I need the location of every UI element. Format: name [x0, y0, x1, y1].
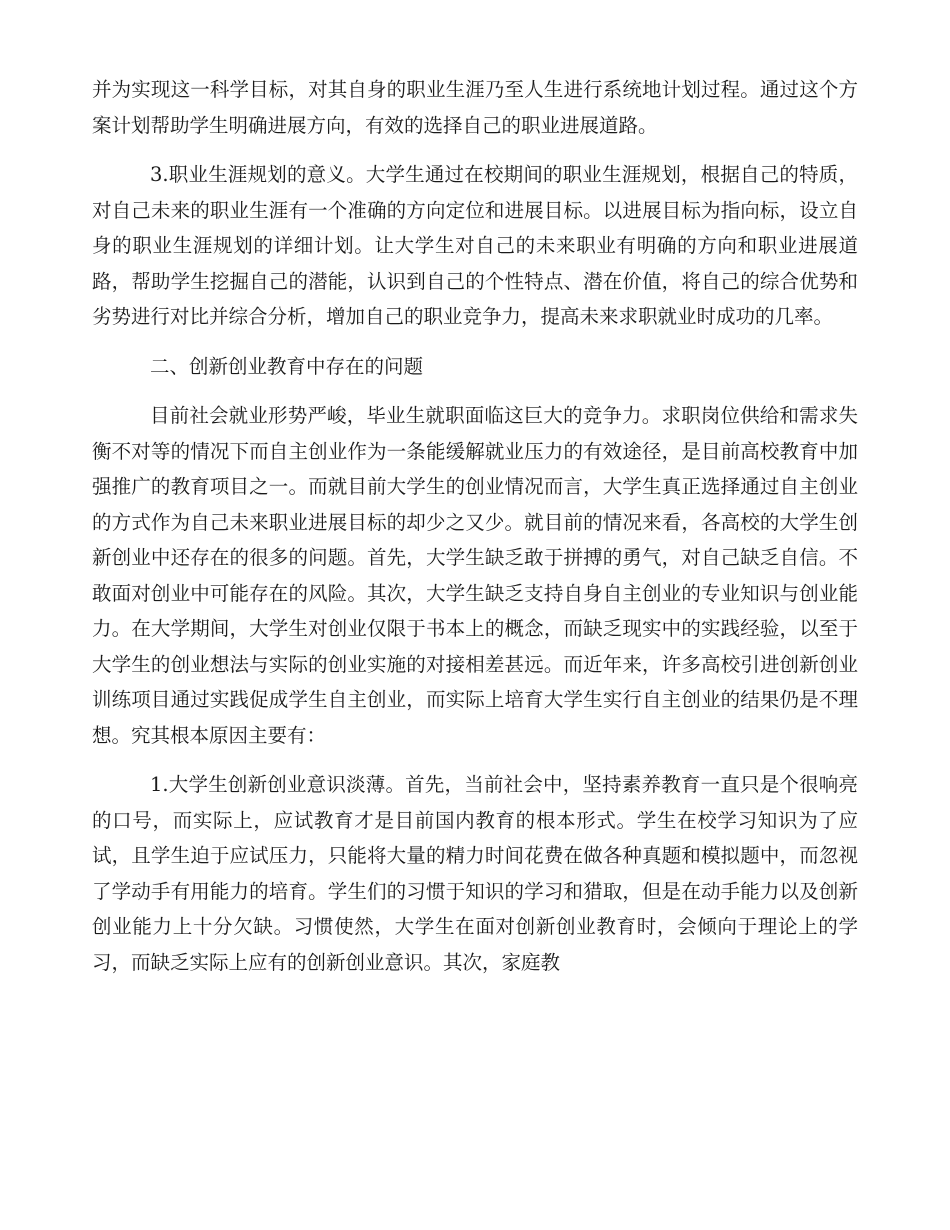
document-page: [92, 72, 858, 994]
paragraph-employment-situation: 目前社会就业形势严峻，毕业生就职面临这巨大的竞争力。求职岗位供给和需求失衡不对等的情况下而自主创业作为一条能缓解就业压力的有效途径，是目前高校教育中加强推广的教育项目之一。而就目前大学生的创业情况而言，大学生真正选择通过自主创业的方式作为自己未来职业进展目标的却少之又少。就目前的情况来看，各高校的大学生创新创业中还存在的很多的问题。首先，大学生缺乏敢于拼搏的勇气，对自己缺乏自信。不敢面对创业中可能存在的风险。其次，大学生缺乏支持自身自主创业的专业知识与创业能力。在大学期间，大学生对创业仅限于书本上的概念，而缺乏现实中的实践经验，以至于大学生的创业想法与实际的创业实施的对接相差甚远。而近年来，许多高校引进创新创业训练项目通过实践促成学生自主创业，而实际上培育大学生实行自主创业的结果仍是不理想。究其根本原因主要有：: [92, 404, 858, 747]
paragraph-weak-awareness: 1.大学生创新创业意识淡薄。首先，当前社会中，坚持素养教育一直只是个很响亮的口号，而实际上，应试教育才是目前国内教育的根本形式。学生在校学习知识为了应试，且学生迫于应试压力，只能将大量的精力时间花费在做各种真题和模拟题中，而忽视了学动手有用能力的培育。学生们的习惯于知识的学习和猎取，但是在动手能力以及创新创业能力上十分欠缺。习惯使然，大学生在面对创新创业教育时，会倾向于理论上的学习，而缺乏实际上应有的创新创业意识。其次，家庭教: [92, 773, 858, 974]
section-heading-problems: 二、创新创业教育中存在的问题: [150, 354, 424, 378]
paragraph-career-planning-meaning: 3.职业生涯规划的意义。大学生通过在校期间的职业生涯规划，根据自己的特质，对自己未来的职业生涯有一个准确的方向定位和进展目标。以进展目标为指向标，设立自身的职业生涯规划的详细计划。让大学生对自己的未来职业有明确的方向和职业进展道路，帮助学生挖掘自己的潜能，认识到自己的个性特点、潜在价值，将自己的综合优势和劣势进行对比并综合分析，增加自己的职业竞争力，提高未来求职就业时成功的几率。: [92, 163, 858, 328]
paragraph-continuation: 并为实现这一科学目标，对其自身的职业生涯乃至人生进行系统地计划过程。通过这个方案计划帮助学生明确进展方向，有效的选择自己的职业进展道路。: [92, 78, 858, 137]
